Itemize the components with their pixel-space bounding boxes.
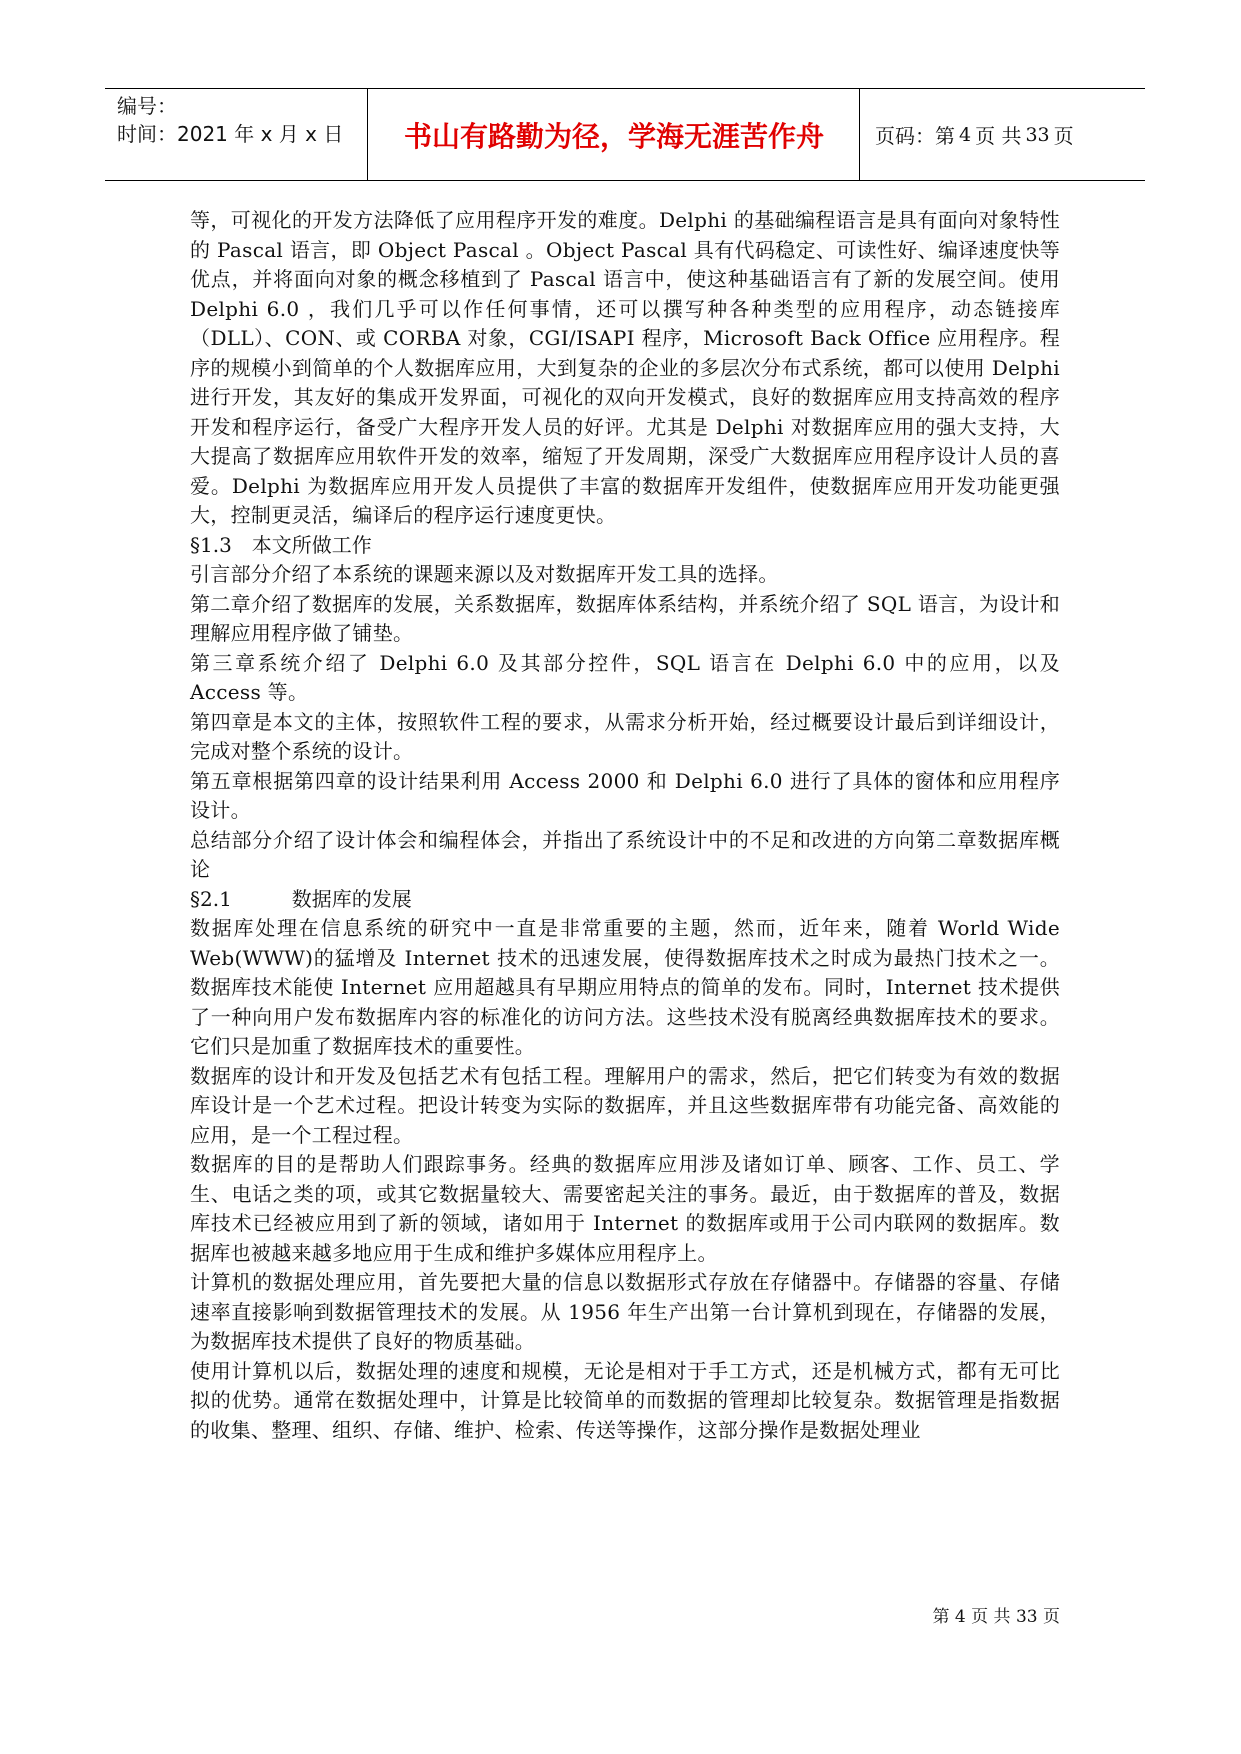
- page-header: [105, 88, 1145, 181]
- header-meta: [117, 89, 372, 180]
- paragraph: 使用计算机以后，数据处理的速度和规模，无论是相对于手工方式，还是机械方式，都有无可比拟的优势。通常在数据处理中，计算是比较简单的而数据的管理却比较复杂。数据管理是指数据的收集、整理、组织、存储、维护、检索、传送等操作，这部分操作是数据处理业: [190, 1358, 1060, 1442]
- paragraph: 计算机的数据处理应用，首先要把大量的信息以数据形式存放在存储器中。存储器的容量、存储速率直接影响到数据管理技术的发展。从 1956 年生产出第一台计算机到现在，存储器的发展，为数据库技术提供了良好的物质基础。: [190, 1270, 1060, 1353]
- section-heading: §1.3 本文所做工作: [190, 532, 372, 557]
- page-label-prefix: 页码：第: [875, 124, 955, 148]
- paragraph: 数据库处理在信息系统的研究中一直是非常重要的主题，然而，近年来，随着 World Wide Web(WWW)的猛增及 Internet 技术的迅速发展，使得数据库技术之时成为最热门技术之一。数据库技术能使 Internet 应用超越具有早期应用特点的简单的发布。同时，Internet 技术提供了一种向用户发布数据库内容的标准化的访问方法。这些技术没有脱离经典数据库技术的要求。它们只是加重了数据库技术的重要性。: [190, 916, 1060, 1058]
- header-divider: [859, 89, 860, 180]
- serial-label: 编号：: [117, 94, 177, 118]
- time-label: 时间：2021 年 x 月 x 日: [117, 122, 344, 146]
- header-motto: 书山有路勤为径，学海无涯苦作舟: [403, 119, 824, 153]
- page-footer: 第 4 页 共 33 页: [932, 1607, 1060, 1627]
- paragraph: 数据库的设计和开发及包括艺术有包括工程。理解用户的需求，然后，把它们转变为有效的数据库设计是一个艺术过程。把设计转变为实际的数据库，并且这些数据库带有功能完备、高效能的应用，是一个工程过程。: [190, 1063, 1060, 1147]
- paragraph: 总结部分介绍了设计体会和编程体会，并指出了系统设计中的不足和改进的方向第二章数据库概论: [190, 827, 1060, 881]
- page-label-mid: 页 共: [975, 124, 1022, 148]
- paragraph: 第五章根据第四章的设计结果利用 Access 2000 和 Delphi 6.0 进行了具体的窗体和应用程序设计。: [190, 768, 1060, 822]
- paragraph: 等，可视化的开发方法降低了应用程序开发的难度。Delphi 的基础编程语言是具有面向对象特性的 Pascal 语言，即 Object Pascal 。Object Pascal 具有代码稳定、可读性好、编译速度快等优点，并将面向对象的概念移植到了 Pascal 语言中，使这种基础语言有了新的发展空间。使用 Delphi 6.0 ，我们几乎可以作任何事情，还可以撰写种各种类型的应用程序，动态链接库（DLL）、CON、或 CORBA 对象，CGI/ISAPI 程序，Microsoft Back Office 应用程序。程序的规模小到简单的个人数据库应用，大到复杂的企业的多层次分布式系统，都可以使用 Delphi 进行开发，其友好的集成开发界面，可视化的双向开发模式，良好的数据库应用支持高效的程序开发和程序运行，备受广大程序开发人员的好评。尤其是 Delphi 对数据库应用的强大支持，大大提高了数据库应用软件开发的效率，缩短了开发周期，深受广大数据库应用程序设计人员的喜爱。Delphi 为数据库应用开发人员提供了丰富的数据库开发组件，使数据库应用开发功能更强大，控制更灵活，编译后的程序运行速度更快。: [190, 208, 1061, 527]
- section-heading: §2.1 数据库的发展: [190, 886, 412, 911]
- document-body: [190, 206, 1060, 1445]
- page-label-suffix: 页: [1053, 124, 1074, 148]
- header-divider: [367, 89, 368, 180]
- page-current: 4: [959, 123, 972, 146]
- paragraph: 引言部分介绍了本系统的课题来源以及对数据库开发工具的选择。: [190, 562, 779, 586]
- paragraph: 第三章系统介绍了 Delphi 6.0 及其部分控件，SQL 语言在 Delphi 6.0 中的应用，以及 Access 等。: [190, 650, 1060, 704]
- page-total: 33: [1025, 123, 1050, 146]
- paragraph: 数据库的目的是帮助人们跟踪事务。经典的数据库应用涉及诸如订单、顾客、工作、员工、学生、电话之类的项，或其它数据量较大、需要密起关注的事务。最近，由于数据库的普及，数据库技术已经被应用到了新的领域，诸如用于 Internet 的数据库或用于公司内联网的数据库。数据库也被越来越多地应用于生成和维护多媒体应用程序上。: [190, 1152, 1060, 1265]
- paragraph: 第四章是本文的主体，按照软件工程的要求，从需求分析开始，经过概要设计最后到详细设计，完成对整个系统的设计。: [190, 709, 1060, 763]
- paragraph: 第二章介绍了数据库的发展，关系数据库，数据库体系结构，并系统介绍了 SQL 语言，为设计和理解应用程序做了铺垫。: [190, 591, 1060, 645]
- header-page-info: [865, 89, 1145, 180]
